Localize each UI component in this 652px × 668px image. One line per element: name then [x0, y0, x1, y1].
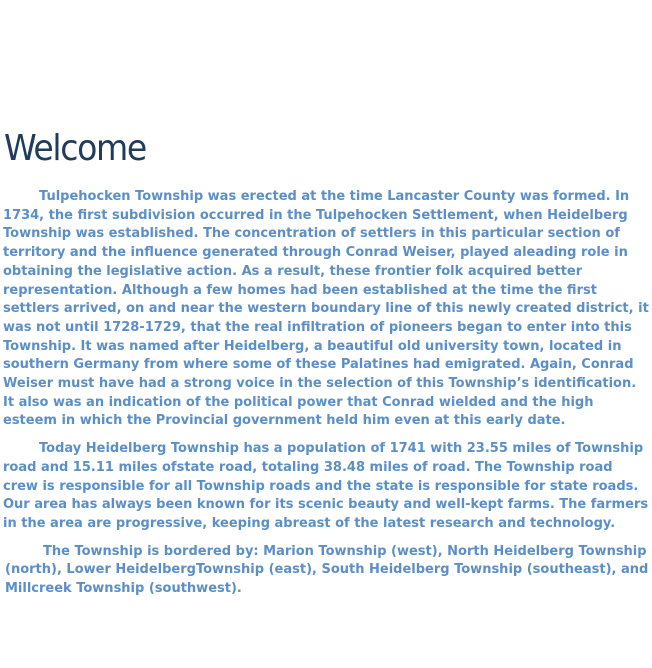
page-title: Welcome [4, 128, 146, 169]
township-facts-paragraph: Today Heidelberg Township has a population of 1741 with 23.55 miles of Township road and 15.11 miles ofstate road, totaling 38.48 miles of road. The Township road crew is responsible for all Township roads and the state is responsible for state roads. Our area has always been known for its scenic beauty and well-kept farms. The farmers in the area are progressive, keeping abreast of the latest research and technology. [3, 441, 649, 531]
welcome-content [3, 188, 649, 608]
history-paragraph: Tulpehocken Township was erected at the time Lancaster County was formed. In 1734, the first subdivision occurred in the Tulpehocken Settlement, when Heidelberg Township was established. The concentration of settlers in this particular section of territory and the influence generated through Conrad Weiser, played aleading role in obtaining the legislative action. As a result, these frontier folk acquired better representation. Although a few homes had been established at the time the first settlers arrived, on and near the western boundary line of this newly created district, it was not until 1728-1729, that the real infiltration of pioneers began to enter into this Township. It was named after Heidelberg, a beautiful old university town, located in southern Germany from where some of these Palatines had emigrated. Again, Conrad Weiser must have had a strong voice in the selection of this Township’s identification. It also was an indication of the political power that Conrad wielded and the high esteem in which the Provincial government held him even at this early date. [3, 189, 649, 429]
borders-paragraph: The Township is bordered by: Marion Township (west), North Heidelberg Township (north), Lower HeidelbergTownship (east), South Heidelberg Township (southeast), and Millcreek Township (southwest). [5, 543, 649, 597]
